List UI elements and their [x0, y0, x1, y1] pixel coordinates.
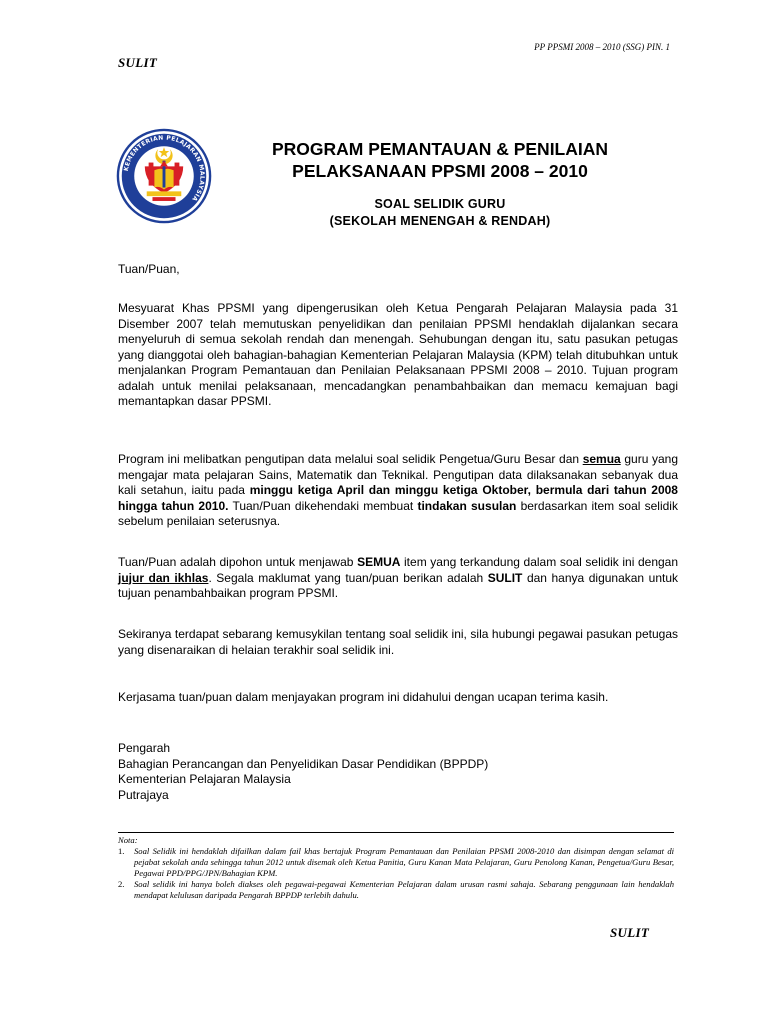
signature-location: Putrajaya — [118, 787, 169, 802]
emphasis-jujur-ikhlas: jujur dan ikhlas — [118, 570, 209, 585]
subtitle-line-1: SOAL SELIDIK GURU — [374, 197, 506, 211]
emphasis-semua: semua — [582, 452, 621, 466]
paragraph-2: Program ini melibatkan pengutipan data melalui soal selidik Pengetua/Guru Besar dan semua guru yang mengajar mata pelajaran Sains, Matematik dan Teknikal. Pengutipan data dilaksanakan sebanyak dua kali setahun, iaitu pada minggu ketiga April dan minggu ketiga Oktober, bermula dari tahun 2008 hingga tahun 2010. Tuan/Puan dikehendaki membuat tindakan susulan berdasarkan item soal selidik sebelum penilaian seterusnya. — [118, 452, 678, 528]
classification-top: SULIT — [118, 55, 158, 70]
logo-ring-text: KEMENTERIAN PELAJARAN MALAYSIA — [122, 134, 206, 203]
notes-section — [118, 832, 674, 901]
emphasis-semua-caps: SEMUA — [357, 555, 401, 569]
signature-title: Pengarah — [118, 741, 171, 755]
title-line-2: PELAKSANAAN PPSMI 2008 – 2010 — [292, 161, 588, 181]
paragraph-1: Mesyuarat Khas PPSMI yang dipengerusikan oleh Ketua Pengarah Pelajaran Malaysia pada 31 Disember 2007 telah memutuskan penyelidikan dan penilaian PPSMI hendaklah dijalankan secara menyeluruh di semua sekolah rendah dan menengah. Sehubungan dengan itu, satu pasukan petugas yang dianggotai oleh bahagian-bahagian Kementerian Pelajaran Malaysia (KPM) telah ditubuhkan untuk menjalankan Program Pemantauan dan Penilaian Pelaksanaan PPSMI 2008 – 2010. Tujuan program adalah untuk menilai pelaksanaan, mencadangkan penambahbaikan dan memacu kemajuan bagi memantapkan dasar PPSMI. — [118, 301, 678, 408]
title-line-1: PROGRAM PEMANTAUAN & PENILAIAN — [271, 139, 609, 159]
note-item: 1. Soal Selidik ini hendaklah difailkan dalam fail khas bertajuk Program Pemantauan dan Penilaian PPSMI 2008-2010 dan disimpan dengan selamat di pejabat sekolah anda sehingga tahun 2012 untuk disemak oleh Ketua Panitia, Guru Kanan Mata Pelajaran, Guru Penolong Kanan, Pengetua/Guru Besar, Pegawai PPD/PPG/JPN/Bahagian KPM. — [118, 846, 674, 878]
subtitle-line-2: (SEKOLAH MENENGAH & RENDAH) — [329, 214, 551, 228]
emphasis-schedule: minggu ketiga April dan minggu ketiga Oktober, bermula dari tahun 2008 hingga tahun 2010. — [118, 483, 678, 513]
classification-bottom: SULIT — [610, 925, 650, 940]
document-reference: PP PPSMI 2008 – 2010 (SSG) PIN. 1 — [534, 42, 670, 52]
signature-block — [118, 741, 488, 803]
signature-ministry: Kementerian Pelajaran Malaysia — [118, 772, 291, 787]
signature-division: Bahagian Perancangan dan Penyelidikan Dasar Pendidikan (BPPDP) — [118, 756, 489, 771]
document-subtitle — [230, 196, 650, 230]
paragraph-4: Sekiranya terdapat sebarang kemusykilan tentang soal selidik ini, sila hubungi pegawai pasukan petugas yang disenaraikan di helaian terakhir soal selidik ini. — [118, 627, 678, 657]
document-title — [230, 138, 650, 182]
notes-label: Nota: — [118, 835, 138, 845]
emphasis-sulit: SULIT — [487, 570, 523, 585]
emphasis-tindakan-susulan: tindakan susulan — [417, 498, 517, 513]
salutation: Tuan/Puan, — [118, 262, 180, 276]
paragraph-3: Tuan/Puan adalah dipohon untuk menjawab SEMUA item yang terkandung dalam soal selidik ini dengan jujur dan ikhlas. Segala maklumat yang tuan/puan berikan adalah SULIT dan hanya digunakan untuk tujuan penambahbaikan program PPSMI. — [118, 555, 679, 600]
paragraph-5: Kerjasama tuan/puan dalam menjayakan program ini didahului dengan ucapan terima kasih. — [118, 690, 609, 704]
note-item: 2. Soal selidik ini hanya boleh diakses oleh pegawai-pegawai Kementerian Pelajaran dalam urusan rasmi sahaja. Sebarang penggunaan lain hendaklah mendapat kelulusan daripada Pengarah BPPDP terlebih dahulu. — [118, 879, 674, 900]
ministry-logo — [116, 128, 212, 224]
